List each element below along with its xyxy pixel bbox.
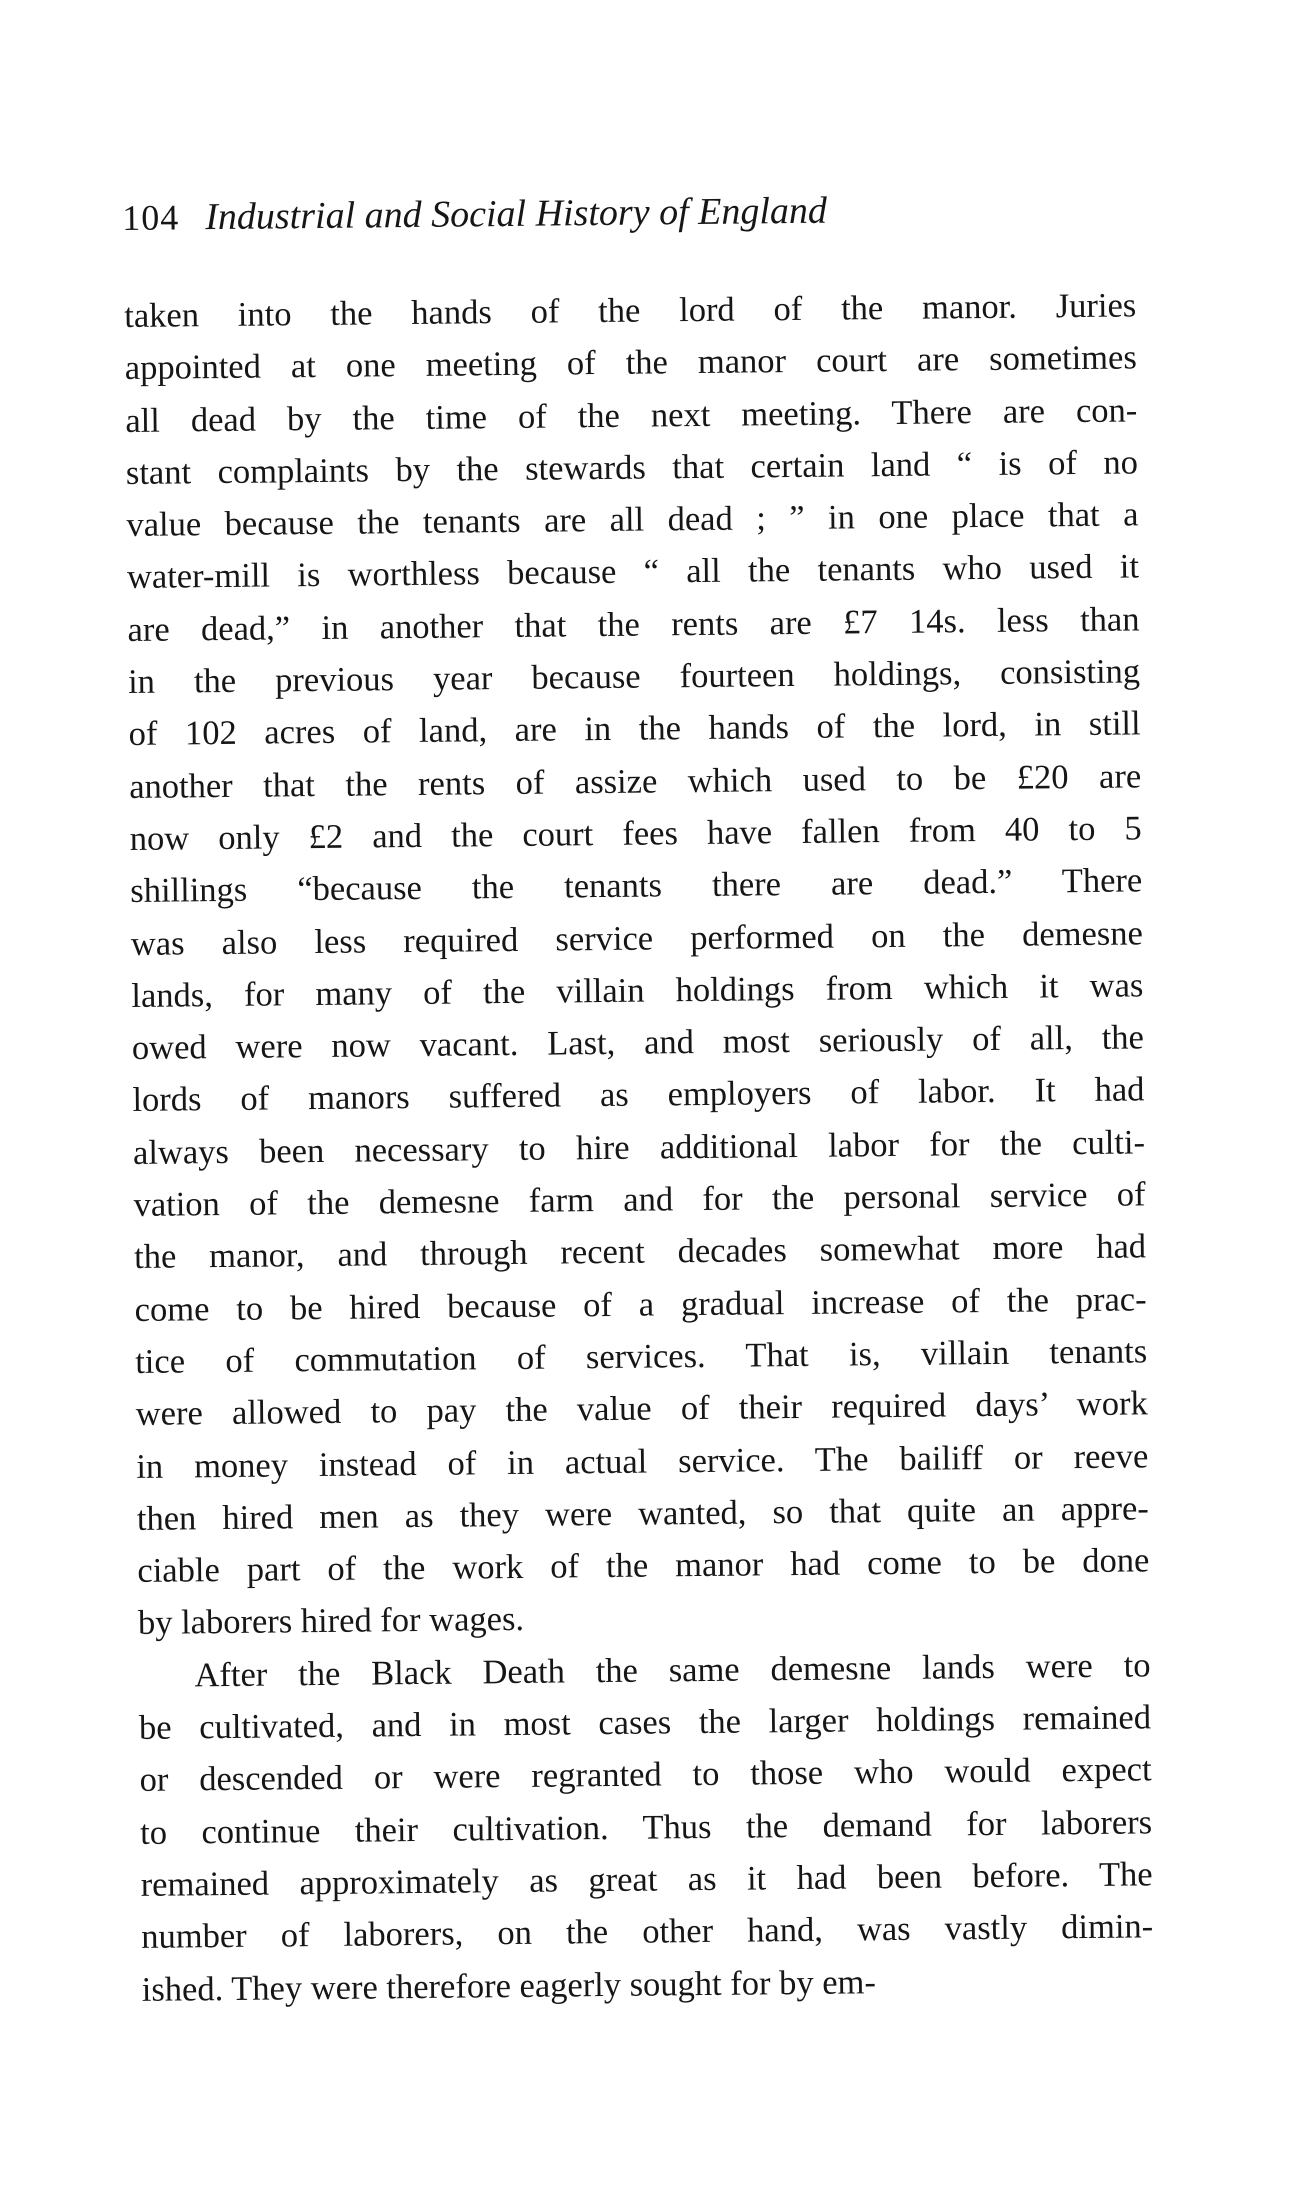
text-line: tice of commutation of services. That is, villain tenants	[135, 1332, 1148, 1381]
text-line: always been necessary to hire additional labor for the culti-	[132, 1123, 1146, 1172]
text-line: ciable part of the work of the manor had come to be done	[137, 1541, 1150, 1591]
text-line: taken into the hands of the lord of the manor. Juries	[124, 286, 1137, 335]
text-line: all dead by the time of the next meeting. There are con-	[125, 390, 1138, 440]
text-line: shillings “because the tenants there are dead.” There	[130, 861, 1143, 911]
text-line: lands, for many of the villain holdings from which it was	[131, 966, 1144, 1015]
text-line: are dead,” in another that the rents are £7 14s. less than	[127, 600, 1140, 649]
text-line: owed were now vacant. Last, and most seriously of all, the	[131, 1018, 1145, 1068]
text-line: value because the tenants are all dead ; ” in one place that a	[126, 495, 1139, 545]
text-line: water-mill is worthless because “ all the tenants who used it	[126, 547, 1140, 597]
text-line: or descended or were regranted to those who would expect	[139, 1750, 1152, 1800]
text-line: vation of the demesne farm and for the personal service of	[133, 1175, 1146, 1224]
text-line: After the Black Death the same demesne lands were to	[194, 1646, 1151, 1695]
text-line: another that the rents of assize which used to be £20 are	[129, 757, 1142, 806]
running-title: Industrial and Social History of England	[205, 189, 828, 239]
text-line: in the previous year because fourteen holdings, consisting	[127, 652, 1141, 702]
text-line: number of laborers, on the other hand, was vastly dimin-	[141, 1907, 1154, 1957]
body-text	[124, 279, 1154, 2015]
text-line: in money instead of in actual service. The bailiff or reeve	[136, 1436, 1149, 1486]
paragraph	[138, 1639, 1154, 2016]
text-line: lords of manors suffered as employers of labor. It had	[132, 1070, 1145, 1120]
text-line: the manor, and through recent decades somewhat more had	[133, 1227, 1147, 1277]
text-line: to continue their cultivation. Thus the demand for laborers	[139, 1802, 1153, 1852]
text-line: ished. They were therefore eagerly sought for by em-	[141, 1962, 877, 2009]
running-header	[122, 186, 1123, 256]
text-line: be cultivated, and in most cases the larger holdings remained	[138, 1698, 1152, 1747]
text-line: then hired men as they were wanted, so that quite an appre-	[136, 1489, 1150, 1538]
page-number: 104	[122, 197, 180, 238]
text-line: by laborers hired for wages.	[137, 1600, 525, 1643]
text-line: now only £2 and the court fees have fallen from 40 to 5	[129, 809, 1142, 858]
text-line: of 102 acres of land, are in the hands of the lord, in still	[128, 704, 1141, 754]
text-line: were allowed to pay the value of their required days’ work	[135, 1384, 1148, 1434]
paragraph	[124, 279, 1150, 1649]
text-line: was also less required service performed on the demesne	[130, 913, 1143, 963]
text-line: remained approximately as great as it had been before. The	[140, 1855, 1153, 1904]
text-line: stant complaints by the stewards that certain land “ is of no	[125, 443, 1139, 492]
text-line: appointed at one meeting of the manor court are sometimes	[124, 338, 1137, 388]
text-line: come to be hired because of a gradual increase of the prac-	[134, 1279, 1147, 1329]
